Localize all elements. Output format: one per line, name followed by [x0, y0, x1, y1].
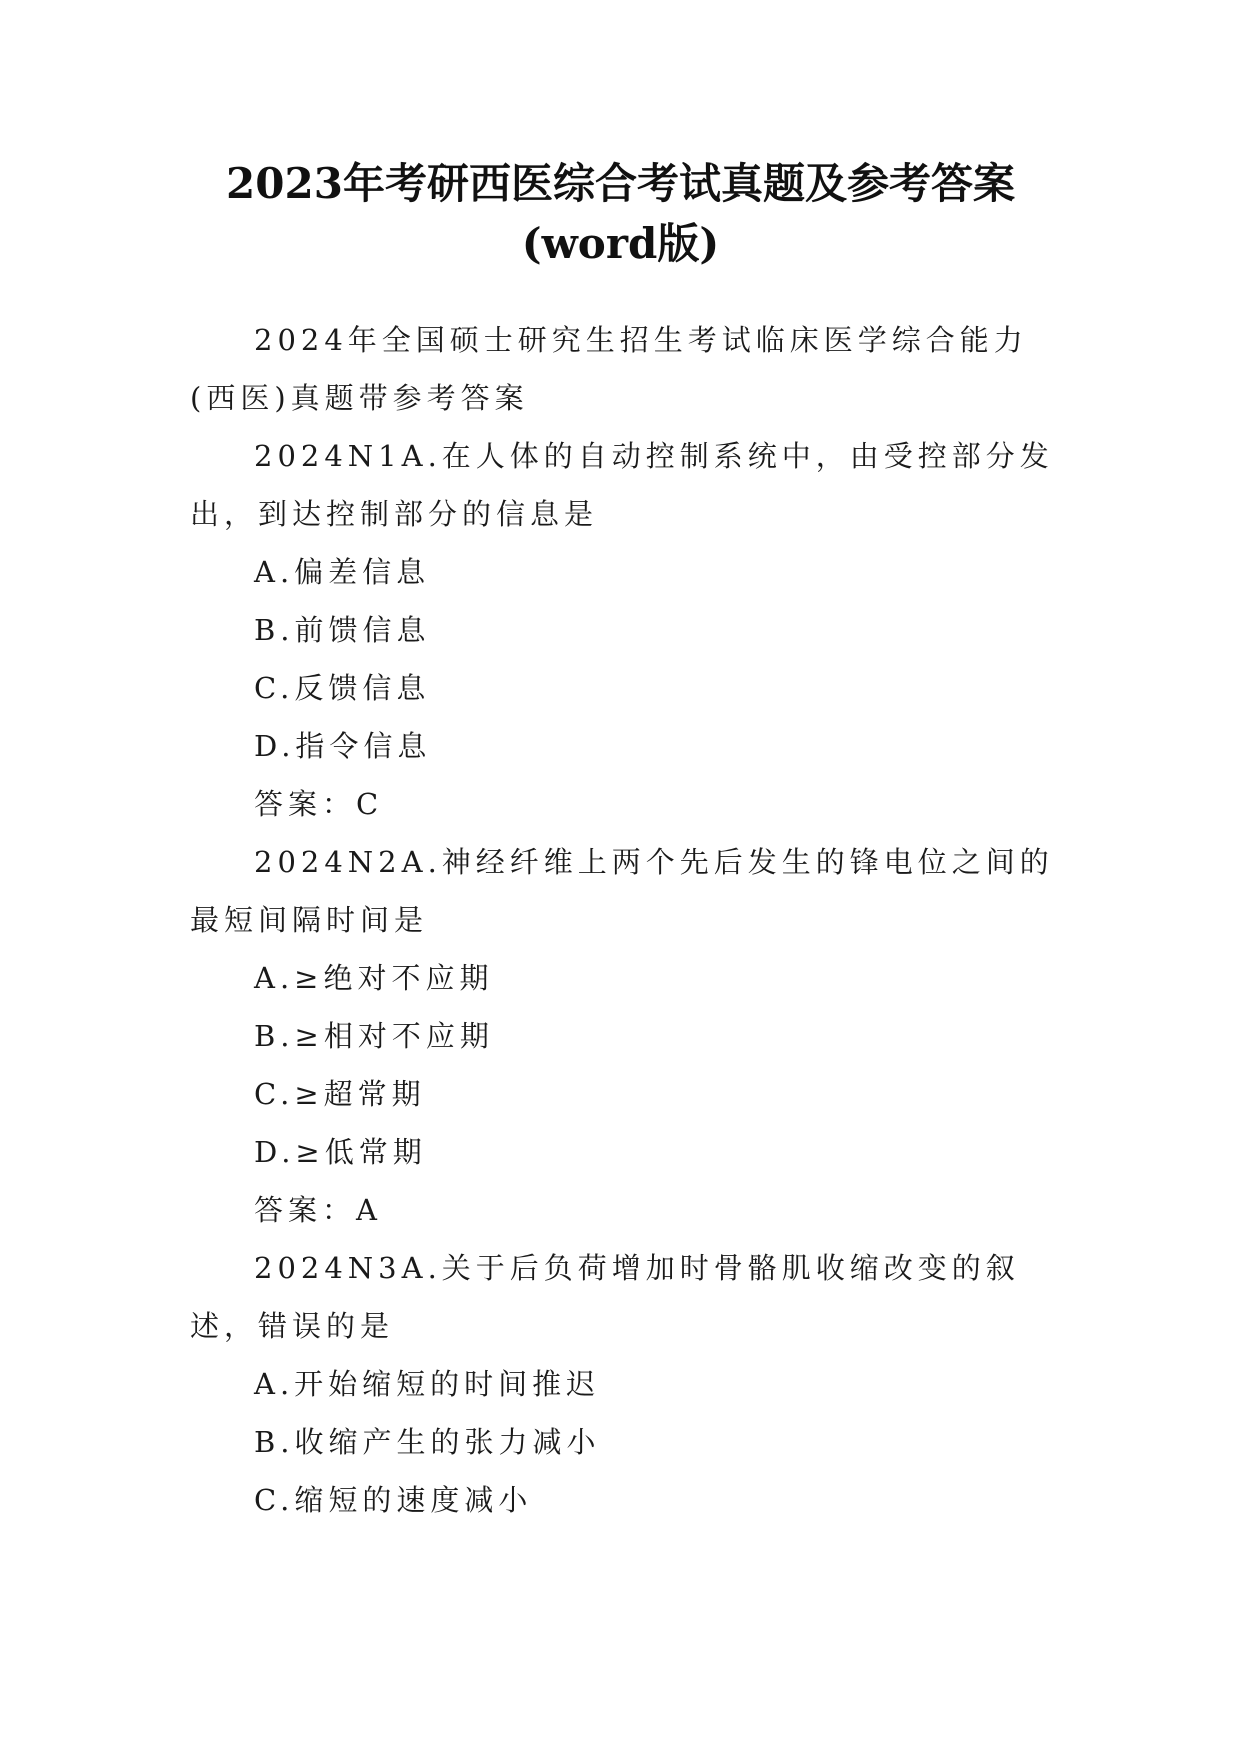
question-2-option-d: D.≥低常期 — [254, 1135, 427, 1169]
document-title-line-2: (word版) — [521, 219, 720, 268]
question-2-option-b: B.≥相对不应期 — [254, 1019, 494, 1053]
question-1-stem: 2024N1A.在人体的自动控制系统中，由受控部分发出，到达控制部分的信息是 — [190, 439, 1054, 531]
question-3-option-c: C.缩短的速度减小 — [254, 1483, 533, 1517]
intro-paragraph: 2024年全国硕士研究生招生考试临床医学综合能力(西医)真题带参考答案 — [190, 323, 1028, 415]
document-title-line-1: 2023年考研西医综合考试真题及参考答案 — [226, 159, 1015, 208]
question-3-stem: 2024N3A.关于后负荷增加时骨骼肌收缩改变的叙述，错误的是 — [190, 1251, 1020, 1343]
question-1-option-c: C.反馈信息 — [254, 671, 431, 705]
question-2-answer: 答案：A — [254, 1193, 382, 1227]
question-1-option-a: A.偏差信息 — [254, 555, 431, 589]
question-1-option-b: B.前馈信息 — [254, 613, 431, 647]
document-body — [190, 311, 1060, 1529]
question-2-stem: 2024N2A.神经纤维上两个先后发生的锋电位之间的最短间隔时间是 — [190, 845, 1054, 937]
question-1-option-d: D.指令信息 — [254, 729, 432, 763]
question-3-option-b: B.收缩产生的张力减小 — [254, 1425, 601, 1459]
question-1-answer: 答案：C — [254, 787, 384, 821]
question-3-option-a: A.开始缩短的时间推迟 — [254, 1367, 601, 1401]
question-2-option-a: A.≥绝对不应期 — [254, 961, 494, 995]
question-2-option-c: C.≥超常期 — [254, 1077, 426, 1111]
